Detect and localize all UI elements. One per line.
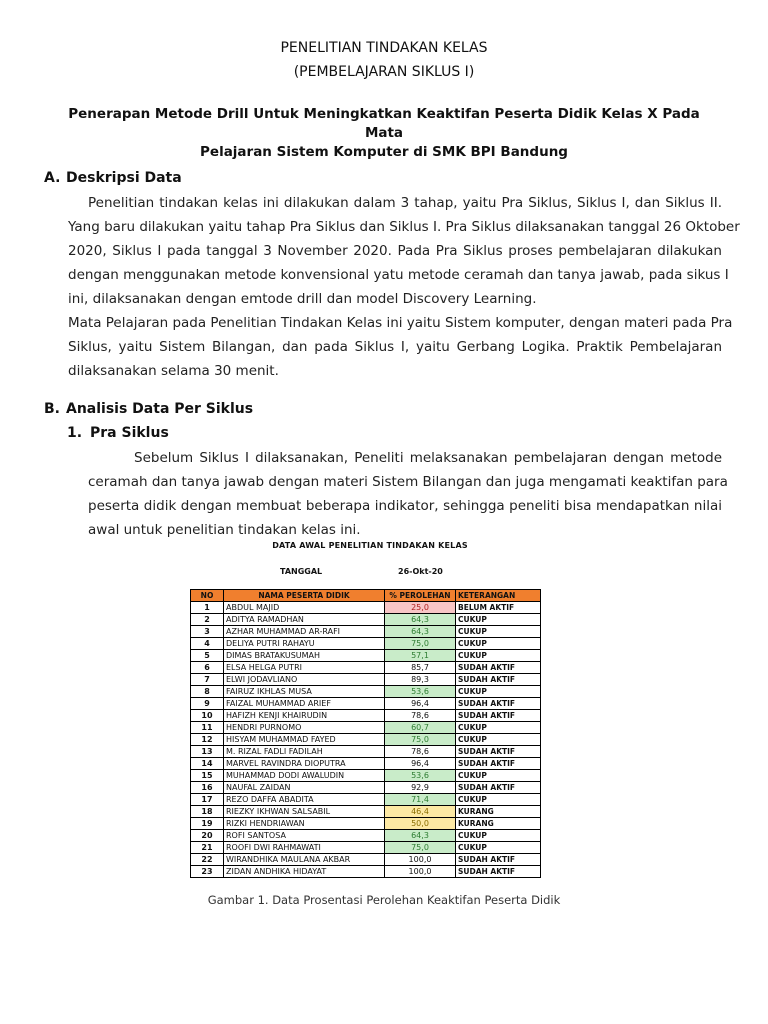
cell-percent: 75,0 <box>385 638 456 650</box>
header-percent: % PEROLEHAN <box>385 590 456 602</box>
cell-percent: 64,3 <box>385 614 456 626</box>
section-a-heading <box>44 168 182 188</box>
cell-name: MARVEL RAVINDRA DIOPUTRA <box>224 758 385 770</box>
table-row <box>191 638 541 650</box>
cell-percent: 85,7 <box>385 662 456 674</box>
table-row <box>191 794 541 806</box>
cell-percent: 71,4 <box>385 794 456 806</box>
cell-percent: 78,6 <box>385 746 456 758</box>
table-caption: DATA AWAL PENELITIAN TINDAKAN KELAS <box>272 541 468 550</box>
cell-name: DIMAS BRATAKUSUMAH <box>224 650 385 662</box>
cell-status: CUKUP <box>456 830 541 842</box>
cell-percent: 100,0 <box>385 866 456 878</box>
subsection-1-title: Pra Siklus <box>90 425 169 441</box>
cell-status: CUKUP <box>456 626 541 638</box>
cell-status: KURANG <box>456 806 541 818</box>
paragraph-line: Sebelum Siklus I dilaksanakan, Peneliti melaksanakan pembelajaran dengan metode <box>134 450 722 466</box>
subsection-1-label: 1. <box>67 425 83 441</box>
header-status: KETERANGAN <box>456 590 541 602</box>
cell-percent: 64,3 <box>385 830 456 842</box>
table-row <box>191 866 541 878</box>
cell-name: HENDRI PURNOMO <box>224 722 385 734</box>
cell-status: KURANG <box>456 818 541 830</box>
table-date-label: TANGGAL <box>280 567 323 576</box>
cell-no: 11 <box>191 722 224 734</box>
table-row <box>191 818 541 830</box>
cell-no: 16 <box>191 782 224 794</box>
cell-percent: 96,4 <box>385 758 456 770</box>
table-row <box>191 734 541 746</box>
cell-status: SUDAH AKTIF <box>456 782 541 794</box>
cell-name: MUHAMMAD DODI AWALUDIN <box>224 770 385 782</box>
cell-percent: 96,4 <box>385 698 456 710</box>
cell-name: HAFIZH KENJI KHAIRUDIN <box>224 710 385 722</box>
cell-percent: 46,4 <box>385 806 456 818</box>
paragraph-line: ceramah dan tanya jawab dengan materi Sistem Bilangan dan juga mengamati keaktifan para <box>88 474 728 490</box>
cell-percent: 60,7 <box>385 722 456 734</box>
cell-name: M. RIZAL FADLI FADILAH <box>224 746 385 758</box>
section-a-label: A. <box>44 170 61 186</box>
cell-status: SUDAH AKTIF <box>456 662 541 674</box>
paragraph-line: dengan menggunakan metode konvensional yatu metode ceramah dan tanya jawab, pada sikus I <box>68 267 729 283</box>
cell-no: 18 <box>191 806 224 818</box>
table-row <box>191 854 541 866</box>
section-a-paragraph-1 <box>68 191 740 311</box>
paragraph-line: 2020, Siklus I pada tanggal 3 November 2020. Pada Pra Siklus proses pembelajaran dilakukan <box>68 243 722 259</box>
subsection-1-heading <box>67 423 169 443</box>
cell-name: ABDUL MAJID <box>224 602 385 614</box>
cell-no: 9 <box>191 698 224 710</box>
cell-no: 2 <box>191 614 224 626</box>
section-b-title: Analisis Data Per Siklus <box>66 401 254 417</box>
cell-name: DELIYA PUTRI RAHAYU <box>224 638 385 650</box>
cell-status: BELUM AKTIF <box>456 602 541 614</box>
cell-no: 23 <box>191 866 224 878</box>
table-row <box>191 770 541 782</box>
section-a-title: Deskripsi Data <box>66 170 182 186</box>
cell-status: CUKUP <box>456 722 541 734</box>
paragraph-line: peserta didik dengan membuat beberapa indikator, sehingga peneliti bisa mendapatkan nilai <box>88 498 722 514</box>
cell-percent: 75,0 <box>385 734 456 746</box>
cell-name: ROOFI DWI RAHMAWATI <box>224 842 385 854</box>
figure-caption: Gambar 1. Data Prosentasi Perolehan Keaktifan Peserta Didik <box>207 893 561 907</box>
cell-name: AZHAR MUHAMMAD AR-RAFI <box>224 626 385 638</box>
cell-status: CUKUP <box>456 614 541 626</box>
paragraph-line: Siklus, yaitu Sistem Bilangan, dan pada Siklus I, yaitu Gerbang Logika. Praktik Pembelajaran <box>68 339 722 355</box>
cell-percent: 100,0 <box>385 854 456 866</box>
table-header-row <box>191 590 541 602</box>
section-a-paragraph-2 <box>68 311 733 383</box>
table-row <box>191 722 541 734</box>
cell-name: ELWI JODAVLIANO <box>224 674 385 686</box>
cell-percent: 53,6 <box>385 686 456 698</box>
cell-no: 1 <box>191 602 224 614</box>
cell-status: CUKUP <box>456 650 541 662</box>
paragraph-line: Penelitian tindakan kelas ini dilakukan dalam 3 tahap, yaitu Pra Siklus, Siklus I, dan Siklus II. <box>88 195 722 211</box>
paragraph-line: dilaksanakan selama 30 menit. <box>68 363 279 379</box>
table-row <box>191 782 541 794</box>
document-title: PENELITIAN TINDAKAN KELAS <box>280 40 488 56</box>
table-row <box>191 686 541 698</box>
pra-siklus-paragraph <box>88 446 728 542</box>
cell-no: 12 <box>191 734 224 746</box>
research-title-line-1: Penerapan Metode Drill Untuk Meningkatkan Keaktifan Peserta Didik Kelas X Pada Mata <box>68 106 700 141</box>
table-row <box>191 674 541 686</box>
document-title-cycle: (PEMBELAJARAN SIKLUS I) <box>293 64 475 80</box>
cell-no: 15 <box>191 770 224 782</box>
cell-status: CUKUP <box>456 770 541 782</box>
cell-status: SUDAH AKTIF <box>456 710 541 722</box>
cell-name: ROFI SANTOSA <box>224 830 385 842</box>
section-b-heading <box>44 399 253 419</box>
cell-no: 4 <box>191 638 224 650</box>
cell-percent: 57,1 <box>385 650 456 662</box>
cell-no: 19 <box>191 818 224 830</box>
paragraph-line: Mata Pelajaran pada Penelitian Tindakan Kelas ini yaitu Sistem komputer, dengan materi pada Pra <box>68 315 733 331</box>
cell-name: REZO DAFFA ABADITA <box>224 794 385 806</box>
cell-no: 10 <box>191 710 224 722</box>
table-row <box>191 650 541 662</box>
cell-status: SUDAH AKTIF <box>456 866 541 878</box>
cell-no: 14 <box>191 758 224 770</box>
table-row <box>191 806 541 818</box>
table-row <box>191 842 541 854</box>
cell-name: FAIRUZ IKHLAS MUSA <box>224 686 385 698</box>
cell-no: 13 <box>191 746 224 758</box>
table-row <box>191 602 541 614</box>
cell-name: FAIZAL MUHAMMAD ARIEF <box>224 698 385 710</box>
header-name: NAMA PESERTA DIDIK <box>224 590 385 602</box>
table-body <box>191 602 541 878</box>
cell-name: ZIDAN ANDHIKA HIDAYAT <box>224 866 385 878</box>
cell-name: HISYAM MUHAMMAD FAYED <box>224 734 385 746</box>
research-title <box>60 105 708 162</box>
cell-status: CUKUP <box>456 734 541 746</box>
cell-name: NAUFAL ZAIDAN <box>224 782 385 794</box>
cell-percent: 75,0 <box>385 842 456 854</box>
cell-no: 20 <box>191 830 224 842</box>
table-row <box>191 758 541 770</box>
cell-no: 22 <box>191 854 224 866</box>
cell-name: RIZKI HENDRIAWAN <box>224 818 385 830</box>
cell-status: SUDAH AKTIF <box>456 698 541 710</box>
cell-no: 8 <box>191 686 224 698</box>
cell-percent: 78,6 <box>385 710 456 722</box>
cell-name: ELSA HELGA PUTRI <box>224 662 385 674</box>
table-row <box>191 662 541 674</box>
table-row <box>191 746 541 758</box>
cell-status: CUKUP <box>456 842 541 854</box>
table-row <box>191 830 541 842</box>
cell-percent: 25,0 <box>385 602 456 614</box>
table-row <box>191 626 541 638</box>
research-title-line-2: Pelajaran Sistem Komputer di SMK BPI Bandung <box>200 144 568 160</box>
cell-status: CUKUP <box>456 794 541 806</box>
header-no: NO <box>191 590 224 602</box>
cell-percent: 50,0 <box>385 818 456 830</box>
cell-no: 17 <box>191 794 224 806</box>
section-b-label: B. <box>44 401 60 417</box>
paragraph-line: awal untuk penelitian tindakan kelas ini. <box>88 522 361 538</box>
paragraph-line: ini, dilaksanakan dengan emtode drill dan model Discovery Learning. <box>68 291 537 307</box>
cell-name: WIRANDHIKA MAULANA AKBAR <box>224 854 385 866</box>
cell-status: SUDAH AKTIF <box>456 746 541 758</box>
cell-status: SUDAH AKTIF <box>456 758 541 770</box>
cell-status: CUKUP <box>456 638 541 650</box>
cell-no: 3 <box>191 626 224 638</box>
table-row <box>191 710 541 722</box>
cell-status: SUDAH AKTIF <box>456 854 541 866</box>
cell-percent: 89,3 <box>385 674 456 686</box>
cell-name: RIEZKY IKHWAN SALSABIL <box>224 806 385 818</box>
cell-status: SUDAH AKTIF <box>456 674 541 686</box>
cell-percent: 64,3 <box>385 626 456 638</box>
cell-no: 7 <box>191 674 224 686</box>
cell-percent: 53,6 <box>385 770 456 782</box>
cell-percent: 92,9 <box>385 782 456 794</box>
table-date-value: 26-Okt-20 <box>398 567 443 576</box>
cell-name: ADITYA RAMADHAN <box>224 614 385 626</box>
cell-no: 21 <box>191 842 224 854</box>
cell-no: 6 <box>191 662 224 674</box>
student-activity-table <box>190 589 541 878</box>
cell-status: CUKUP <box>456 686 541 698</box>
table-row <box>191 698 541 710</box>
table-row <box>191 614 541 626</box>
paragraph-line: Yang baru dilakukan yaitu tahap Pra Siklus dan Siklus I. Pra Siklus dilaksanakan tanggal 26 Oktober <box>68 219 740 235</box>
cell-no: 5 <box>191 650 224 662</box>
